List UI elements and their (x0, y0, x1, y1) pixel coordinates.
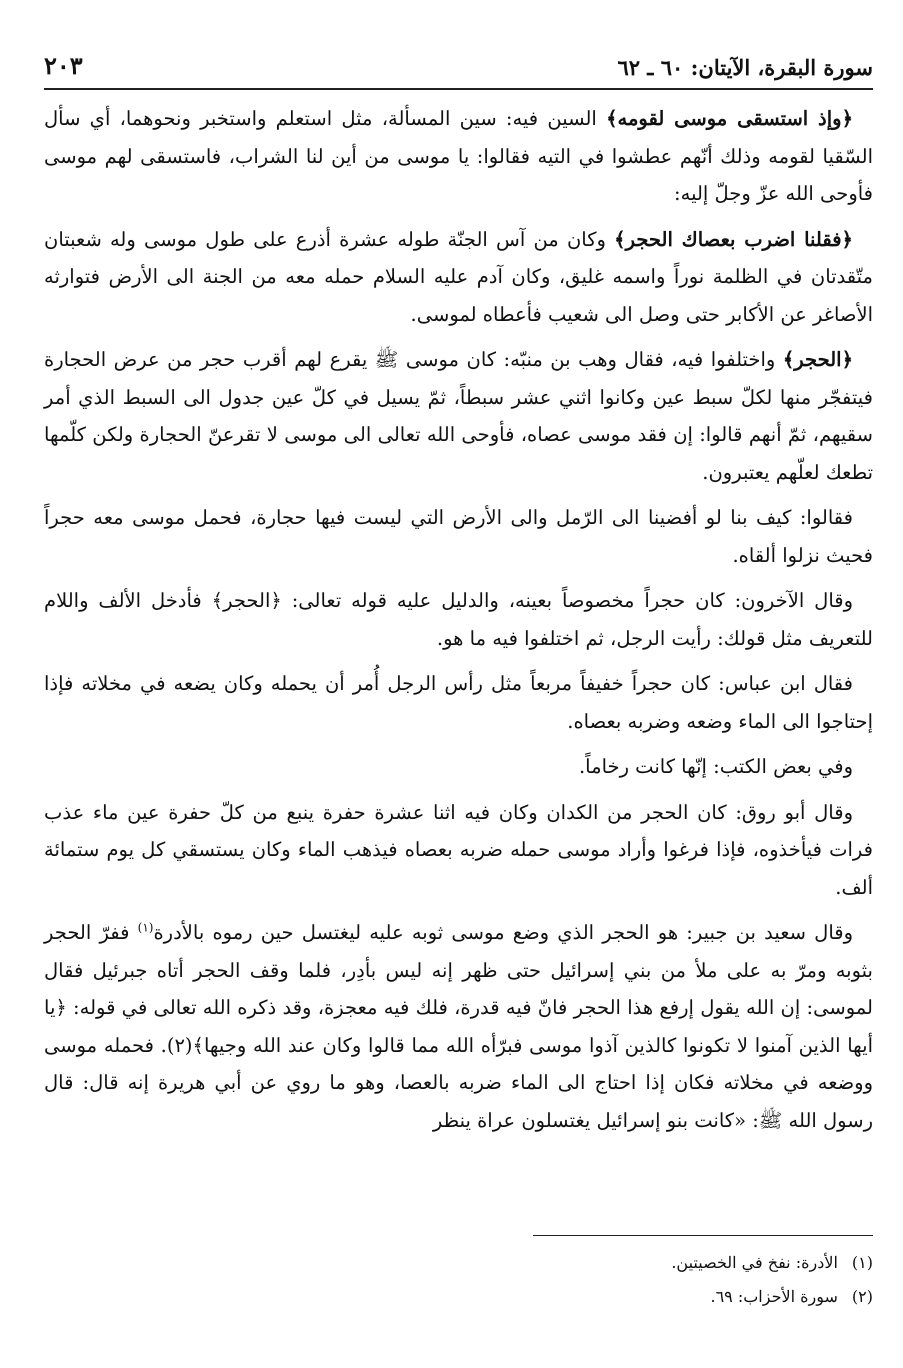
paragraph (44, 341, 873, 491)
paragraph-text-continued: ففرّ الحجر بثوبه ومرّ به على ملأ من بني إسرائيل حتى ظهر إنه ليس بأدِر، فلما وقف الحجر أتاه جبرئيل فقال لموسى: إن الله يقول إرفع هذا الحجر فانّ فيه قدرة، فلك فيه معجزة، وقد ذكره الله تعالى في قوله: ﴿يا أيها الذين آمنوا لا تكونوا كالذين آذوا موسى فبرّأه الله مما قالوا وكان عند الله وجيها﴾(٢). فحمله موسى ووضعه في مخلاته فكان إذا احتاج الى الماء ضربه بالعصا، وهو ما روي عن أبي هريرة إنه قال: قال رسول الله ﷺ: «كانت بنو إسرائيل يغتسلون عراة ينظر (44, 921, 873, 1132)
quran-open-bracket: ﴿ (841, 227, 853, 251)
quran-close-bracket: ﴾ (614, 227, 626, 251)
quran-open-bracket: ﴿ (841, 107, 854, 130)
footnote-text: الأدرة: نفخ في الخصيتين. (671, 1253, 838, 1272)
paragraph (44, 794, 873, 907)
header-title: سورة البقرة، الآيتان: ٦٠ ـ ٦٢ (617, 55, 873, 80)
running-header (44, 40, 873, 90)
footnote-text: سورة الأحزاب: ٦٩. (710, 1287, 838, 1306)
footnote-reference[interactable]: (١) (137, 920, 154, 935)
quran-quote: وإذ استسقى موسى لقومه (617, 107, 842, 130)
paragraph-text: فقالوا: كيف بنا لو أفضينا الى الرّمل والى الأرض التي ليست فيها حجارة، فحمل موسى معه حجراً فحيث نزلوا ألقاه. (44, 506, 873, 567)
quran-quote: فقلنا اضرب بعصاك الحجر (625, 227, 842, 251)
paragraph-text: واختلفوا فيه، فقال وهب بن منبّه: كان موسى ﷺ يقرع لهم أقرب حجر من عرض الحجارة فيتفجّر منها لكلّ سبط عين وكانوا اثني عشر سبطاً، ثمّ يسيل في كلّ عين جدول الى السبط الذي أمر سقيهم، ثمّ أنهم قالوا: إن فقد موسى عصاه، فأوحى الله تعالى الى موسى لا تقرعنّ الحجارة ولكن كلّمها تطعك لعلّهم يعتبرون. (44, 348, 873, 484)
paragraph-text: وكان من آس الجنّة طوله عشرة أذرع على طول موسى وله شعبتان متّقدتان في الظلمة نوراً واسمه غليق، وكان آدم عليه السلام حمله معه من الجنة الى الأرض فتوارثه الأصاغر عن الأكابر حتى وصل الى شعيب فأعطاه لموسى. (44, 227, 873, 326)
paragraph (44, 221, 873, 334)
quran-close-bracket: ﴾ (782, 348, 795, 371)
paragraph (44, 665, 873, 740)
paragraph-text: وفي بعض الكتب: إنّها كانت رخاماً. (578, 755, 853, 778)
quran-open-bracket: ﴿ (841, 348, 853, 371)
footnote (533, 1280, 873, 1314)
footnote-number: (١) (851, 1253, 873, 1272)
paragraph-text: وقال الآخرون: كان حجراً مخصوصاً بعينه، والدليل عليه قوله تعالى: ﴿الحجر﴾ فأدخل الألف واللام للتعريف مثل قولك: رأيت الرجل، ثم اختلفوا فيه ما هو. (44, 589, 873, 650)
quran-quote: الحجر (794, 348, 842, 371)
footnotes (533, 1235, 873, 1314)
paragraph (44, 748, 873, 786)
footnote-number: (٢) (851, 1287, 873, 1306)
quran-close-bracket: ﴾ (606, 107, 618, 130)
paragraph (44, 582, 873, 657)
page-number: ٢٠٣ (44, 51, 83, 80)
footnote (533, 1246, 873, 1280)
paragraph-text: فقال ابن عباس: كان حجراً خفيفاً مربعاً مثل رأس الرجل أُمر أن يحمله وكان يضعه في مخلاته فإذا إحتاجوا الى الماء وضعه وضربه بعصاه. (44, 672, 873, 733)
paragraph (44, 914, 873, 1139)
paragraph-text: وقال سعيد بن جبير: هو الحجر الذي وضع موسى ثوبه عليه ليغتسل حين رموه بالأدرة (153, 921, 853, 944)
paragraph (44, 499, 873, 574)
body-text (44, 90, 873, 1139)
paragraph-text: وقال أبو روق: كان الحجر من الكدان وكان فيه اثنا عشرة حفرة ينبع من كلّ حفرة عين ماء عذب فرات فيأخذوه، فإذا فرغوا وأراد موسى حمله ضربه بعصاه فيذهب الماء وكان يستسقي كل يوم ستمائة ألف. (44, 800, 873, 899)
paragraph (44, 100, 873, 213)
book-page (44, 40, 873, 1358)
paragraph-text: السين فيه: سين المسألة، مثل استعلم واستخبر ونحوهما، أي سأل السّقيا لقومه وذلك أنّهم عطشوا في التيه فقالوا: يا موسى من أين لنا الشراب، فاستسقى لهم موسى فأوحى الله عزّ وجلّ إليه: (44, 107, 873, 205)
